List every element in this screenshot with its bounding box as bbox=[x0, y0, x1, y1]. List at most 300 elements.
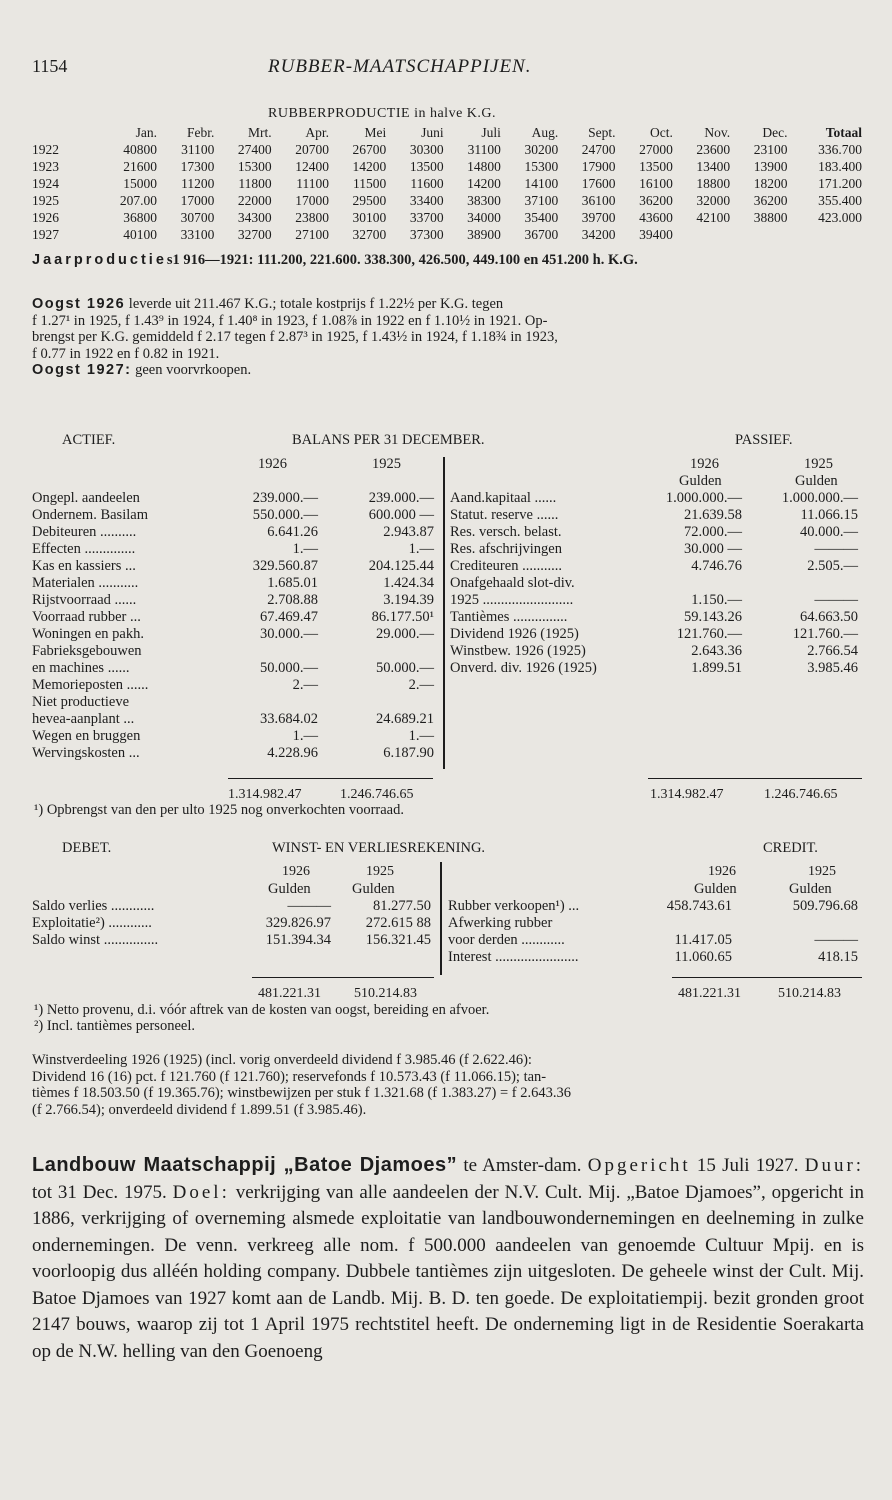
production-cell: 11200 bbox=[181, 175, 215, 191]
duration-label: Duur: bbox=[804, 1155, 865, 1176]
asset-row-label: Niet productieve bbox=[32, 694, 130, 710]
production-cell: 33100 bbox=[180, 226, 215, 242]
pl-unit-1925-right: Gulden bbox=[789, 881, 832, 897]
annual-production bbox=[32, 252, 638, 269]
liability-row-label: Tantièmes ............... bbox=[450, 609, 568, 625]
distribution-line-3: tièmes f 18.503.50 (f 19.365.76); winstbewijzen per stuk f 1.321.68 (f 1.383.27) = f 2.643.36 bbox=[32, 1085, 571, 1101]
asset-row-v1925: 1.— bbox=[408, 728, 434, 744]
asset-row-v1925: 86.177.50¹ bbox=[371, 609, 434, 625]
pl-year-1926-left: 1926 bbox=[282, 864, 310, 879]
annual-production-label: Jaarproductie bbox=[32, 252, 167, 268]
asset-row-v1925: 29.000.— bbox=[376, 626, 434, 642]
production-cell: 14200 bbox=[352, 158, 387, 174]
asset-row-v1925 bbox=[324, 643, 440, 660]
pl-footnote-2-text: Incl. tantièmes personeel. bbox=[46, 1018, 195, 1034]
asset-row-label: hevea-aanplant ... bbox=[32, 711, 135, 727]
liability-row-label: Aand.kapitaal ...... bbox=[450, 490, 557, 506]
production-cell: 37100 bbox=[524, 192, 559, 208]
production-cell: 16100 bbox=[639, 175, 673, 191]
production-col-header: Juli bbox=[481, 124, 501, 140]
asset-row bbox=[32, 745, 440, 762]
production-row bbox=[32, 175, 862, 192]
credit-row-label: Afwerking rubber bbox=[448, 915, 553, 931]
production-cell: 42100 bbox=[696, 209, 731, 225]
asset-row-label: Woningen en pakh. bbox=[32, 626, 144, 642]
balance-right-header: PASSIEF. bbox=[735, 432, 793, 448]
liability-row bbox=[450, 507, 864, 524]
production-cell: 36200 bbox=[639, 192, 673, 208]
company-description: verkrijging van alle aandeelen der N.V. Cult. Mij. „Batoe Djamoes”, opgericht in 1886, verkrijging of overneming alsmede exploitatie van landbouwondernemingen en deelneming in zulke ondernemingen. De venn. verkreeg alle nom. f 500.000 aandeelen van genoemde Cultuur Mpij. en is voorloopig dus alléén holding company. Dubbele tantièmes zijn uitgesloten. De geheele winst der Cult. Mij. Batoe Djamoes van 1927 komt aan de Landb. Mij. B. D. ten goede. De exploitatiempij. bezit gronden groot 2147 bouws, waarop zij tot 1 April 1975 rechtstitel heeft. De onderneming ligt in de Residentie Soerakarta op de N.W. helling van den Goenoeng bbox=[32, 1181, 864, 1362]
liability-row-v1925: 1.000.000.— bbox=[781, 490, 858, 506]
asset-row-v1925: 600.000 — bbox=[368, 507, 434, 523]
credit-row-label: Rubber verkoopen¹) ... bbox=[448, 898, 580, 914]
debit-row bbox=[32, 915, 437, 932]
production-cell: 20700 bbox=[295, 141, 329, 157]
asset-row-v1925: 3.194.39 bbox=[383, 592, 434, 608]
production-row bbox=[32, 226, 862, 243]
liability-row-label: Dividend 1926 (1925) bbox=[450, 626, 579, 642]
liability-row-v1926: 1.000.000.— bbox=[665, 490, 742, 506]
production-cell: 207.00 bbox=[119, 192, 158, 208]
asset-row-label: Rijstvoorraad ...... bbox=[32, 592, 137, 608]
production-cell: 43600 bbox=[639, 209, 673, 225]
production-col-header: Oct. bbox=[649, 124, 673, 140]
pl-debit bbox=[32, 898, 437, 949]
liability-row bbox=[450, 575, 864, 592]
production-cell: 17900 bbox=[581, 158, 616, 174]
liability-row-label: Onafgehaald slot-div. bbox=[450, 575, 575, 591]
asset-row bbox=[32, 558, 440, 575]
liability-row-label: Onverd. div. 1926 (1925) bbox=[450, 660, 597, 676]
liability-row-label: 1925 ......................... bbox=[450, 592, 574, 608]
founded-date: 15 Juli 1927. bbox=[696, 1155, 799, 1176]
production-cell: 23800 bbox=[295, 209, 329, 225]
credit-row-v1925 bbox=[738, 915, 864, 932]
profit-distribution bbox=[32, 1052, 864, 1118]
production-cell: 35400 bbox=[524, 209, 559, 225]
production-cell: 36200 bbox=[753, 192, 788, 208]
production-cell: 33700 bbox=[409, 209, 444, 225]
pl-total-right-1926: 481.221.31 bbox=[678, 986, 741, 1001]
pl-footnote-1 bbox=[34, 1002, 489, 1019]
liability-row bbox=[450, 490, 864, 507]
balance-total-right-1926: 1.314.982.47 bbox=[650, 787, 724, 802]
asset-row bbox=[32, 643, 440, 660]
production-cell: 32700 bbox=[237, 226, 272, 242]
production-cell: 336.700 bbox=[818, 141, 862, 157]
production-cell: 23100 bbox=[753, 141, 788, 157]
asset-row bbox=[32, 677, 440, 694]
asset-row-v1925: 24.689.21 bbox=[376, 711, 434, 727]
production-cell: 11800 bbox=[238, 175, 272, 191]
credit-row-label: voor derden ............ bbox=[448, 932, 565, 948]
production-row bbox=[32, 158, 862, 175]
production-col-header: Apr. bbox=[305, 124, 329, 140]
balance-total-left-1926: 1.314.982.47 bbox=[228, 787, 302, 802]
production-cell: 15300 bbox=[524, 158, 559, 174]
credit-row bbox=[448, 915, 864, 932]
liability-row-v1925: ——— bbox=[814, 541, 858, 557]
production-col-header: Nov. bbox=[704, 124, 731, 140]
credit-row-v1925: 418.15 bbox=[818, 949, 858, 965]
production-cell: 11500 bbox=[353, 175, 387, 191]
asset-row-v1926: 2.708.88 bbox=[267, 592, 318, 608]
asset-row-v1926: 550.000.— bbox=[252, 507, 318, 523]
asset-row-v1925: 2.— bbox=[408, 677, 434, 693]
duration-value: tot 31 Dec. 1975. bbox=[32, 1181, 167, 1203]
production-cell: 36100 bbox=[581, 192, 616, 208]
production-cell: 11100 bbox=[296, 175, 329, 191]
balance-footnote bbox=[34, 802, 404, 819]
balance-year-1925-right: 1925 bbox=[804, 456, 833, 472]
asset-row bbox=[32, 575, 440, 592]
production-cell: 27100 bbox=[295, 226, 329, 242]
balance-footnote-text: Opbrengst van den per ulto 1925 nog onverkochten voorraad. bbox=[46, 802, 404, 818]
distribution-line-2: Dividend 16 (16) pct. f 121.760 (f 121.760); reservefonds f 10.573.43 (f 11.066.15); tan- bbox=[32, 1068, 547, 1085]
goal-label: Doel: bbox=[172, 1181, 230, 1203]
credit-row bbox=[448, 898, 864, 915]
production-cell: 27400 bbox=[237, 141, 272, 157]
production-col-header: Jan. bbox=[135, 124, 158, 140]
liability-row-label: Res. versch. belast. bbox=[450, 524, 562, 540]
balance-unit-1926: Gulden bbox=[679, 473, 722, 489]
debit-row-v1926: ——— bbox=[287, 898, 331, 914]
production-cell: 31100 bbox=[467, 141, 501, 157]
asset-row-v1926 bbox=[222, 643, 324, 660]
asset-row-v1926 bbox=[222, 694, 324, 711]
asset-row-label: Fabrieksgebouwen bbox=[32, 643, 142, 659]
debit-row-label: Exploitatie²) ............ bbox=[32, 915, 152, 931]
credit-row-label: Interest ....................... bbox=[448, 949, 579, 965]
balance-divider bbox=[443, 457, 445, 769]
pl-divider bbox=[440, 862, 442, 975]
asset-row bbox=[32, 490, 440, 507]
pl-unit-1925-left: Gulden bbox=[352, 881, 395, 897]
asset-row-v1925: 1.— bbox=[408, 541, 434, 557]
production-col-header: Mrt. bbox=[248, 124, 272, 140]
asset-row-v1925: 6.187.90 bbox=[383, 745, 434, 761]
production-year: 1924 bbox=[32, 175, 59, 191]
production-cell: 36800 bbox=[123, 209, 158, 225]
production-col-header: Sept. bbox=[588, 124, 616, 140]
production-cell: 40100 bbox=[123, 226, 158, 242]
harvest-line-3: brengst per K.G. gemiddeld f 2.17 tegen f 2.87³ in 1925, f 1.43½ in 1924, f 1.18¾ in 1923, bbox=[32, 329, 558, 345]
production-cell: 18800 bbox=[696, 175, 731, 191]
pl-total-left-1925: 510.214.83 bbox=[354, 986, 417, 1001]
asset-row-v1925: 204.125.44 bbox=[368, 558, 434, 574]
balance-year-1926-left: 1926 bbox=[258, 456, 287, 472]
pl-year-1925-right: 1925 bbox=[808, 864, 836, 879]
asset-row-label: Memorieposten ...... bbox=[32, 677, 149, 693]
asset-row-v1925: 50.000.— bbox=[376, 660, 434, 676]
balance-left-header: ACTIEF. bbox=[62, 432, 116, 448]
asset-row-label: Wervingskosten ... bbox=[32, 745, 140, 761]
balance-total-rule bbox=[228, 778, 433, 779]
pl-center-header: WINST- EN VERLIESREKENING. bbox=[272, 840, 486, 856]
liability-row-label: Winstbew. 1926 (1925) bbox=[450, 643, 586, 659]
asset-row bbox=[32, 609, 440, 626]
production-cell: 30300 bbox=[409, 141, 444, 157]
asset-row-v1925 bbox=[324, 694, 440, 711]
asset-row-v1926: 30.000.— bbox=[260, 626, 318, 642]
liability-row bbox=[450, 592, 864, 609]
liability-row-v1925 bbox=[748, 575, 864, 592]
production-cell: 29500 bbox=[352, 192, 387, 208]
liability-row bbox=[450, 524, 864, 541]
asset-row bbox=[32, 694, 440, 711]
asset-row-v1926: 1.— bbox=[292, 541, 318, 557]
harvest-1927-text: geen voorvrkoopen. bbox=[135, 362, 252, 378]
production-cell: 40800 bbox=[123, 141, 158, 157]
asset-row-label: Ongepl. aandeelen bbox=[32, 490, 140, 506]
production-year: 1927 bbox=[32, 226, 59, 242]
liability-row-v1926: 30.000 — bbox=[684, 541, 742, 557]
liability-row bbox=[450, 541, 864, 558]
production-row bbox=[32, 192, 862, 209]
production-cell: 26700 bbox=[352, 141, 387, 157]
production-cell: 39700 bbox=[581, 209, 616, 225]
production-cell: 30700 bbox=[180, 209, 215, 225]
liability-row-v1926: 21.639.58 bbox=[684, 507, 742, 523]
liability-row bbox=[450, 609, 864, 626]
liability-row bbox=[450, 626, 864, 643]
pl-total-left-1926: 481.221.31 bbox=[258, 986, 321, 1001]
production-title: RUBBERPRODUCTIE in halve K.G. bbox=[268, 106, 496, 121]
production-table bbox=[32, 124, 862, 243]
production-cell: 17000 bbox=[295, 192, 329, 208]
asset-row bbox=[32, 728, 440, 745]
balance-assets bbox=[32, 490, 440, 762]
production-cell: 38300 bbox=[467, 192, 501, 208]
liability-row-v1925: 2.505.— bbox=[807, 558, 858, 574]
asset-row-v1926: 33.684.02 bbox=[260, 711, 318, 727]
harvest-paragraph bbox=[32, 296, 864, 379]
asset-row bbox=[32, 660, 440, 677]
harvest-line-2: f 1.27¹ in 1925, f 1.43⁹ in 1924, f 1.40⁸ in 1923, f 1.08⅞ in 1922 en f 1.10½ in 1921. Op- bbox=[32, 312, 548, 329]
production-col-header: Juni bbox=[421, 124, 444, 140]
asset-row-v1926: 4.228.96 bbox=[267, 745, 318, 761]
production-cell: 13500 bbox=[639, 158, 673, 174]
distribution-line-1: Winstverdeeling 1926 (1925) (incl. vorig onverdeeld dividend f 3.985.46 (f 2.622.46): bbox=[32, 1052, 532, 1068]
liability-row-v1925: 40.000.— bbox=[800, 524, 858, 540]
balance-liabilities bbox=[450, 490, 864, 677]
pl-footnote-1-text: Netto provenu, d.i. vóór aftrek van de kosten van oogst, bereiding en afvoer. bbox=[46, 1002, 490, 1018]
liability-row-v1926 bbox=[628, 575, 748, 592]
debit-row bbox=[32, 898, 437, 915]
production-year: 1923 bbox=[32, 158, 59, 174]
production-cell: 17300 bbox=[180, 158, 215, 174]
production-cell: 30100 bbox=[352, 209, 387, 225]
production-row bbox=[32, 141, 862, 158]
debit-row-v1925: 81.277.50 bbox=[373, 898, 431, 914]
asset-row-label: Materialen ........... bbox=[32, 575, 139, 591]
production-cell: 37300 bbox=[409, 226, 444, 242]
balance-total-right-1925: 1.246.746.65 bbox=[764, 787, 838, 802]
liability-row-label: Crediteuren ........... bbox=[450, 558, 562, 574]
production-cell: 17000 bbox=[180, 192, 215, 208]
credit-row-v1925: 509.796.68 bbox=[792, 898, 858, 914]
production-cell bbox=[787, 226, 862, 243]
asset-row-label: Kas en kassiers ... bbox=[32, 558, 136, 574]
asset-row-v1926: 50.000.— bbox=[260, 660, 318, 676]
production-cell: 23600 bbox=[696, 141, 731, 157]
liability-row-v1926: 4.746.76 bbox=[691, 558, 742, 574]
asset-row-label: Wegen en bruggen bbox=[32, 728, 141, 744]
production-col-header: Febr. bbox=[186, 124, 215, 140]
production-year: 1926 bbox=[32, 209, 59, 225]
production-cell: 21600 bbox=[123, 158, 158, 174]
debit-row-label: Saldo verlies ............ bbox=[32, 898, 155, 914]
production-col-header: Totaal bbox=[825, 124, 862, 140]
production-col-header: Mei bbox=[364, 124, 387, 140]
pl-right-header: CREDIT. bbox=[763, 840, 818, 856]
production-cell: 11600 bbox=[410, 175, 444, 191]
asset-row-v1925: 2.943.87 bbox=[383, 524, 434, 540]
production-cell: 33400 bbox=[409, 192, 444, 208]
production-cell: 32700 bbox=[352, 226, 387, 242]
liability-row-v1925: 121.760.— bbox=[792, 626, 858, 642]
asset-row bbox=[32, 711, 440, 728]
production-cell: 34200 bbox=[581, 226, 616, 242]
pl-credit bbox=[448, 898, 864, 966]
balance-footnote-mark: ¹) bbox=[34, 802, 44, 818]
liability-row-v1925: 3.985.46 bbox=[807, 660, 858, 676]
pl-footnote-2 bbox=[34, 1018, 195, 1035]
production-cell: 36700 bbox=[524, 226, 559, 242]
production-cell: 38800 bbox=[753, 209, 788, 225]
asset-row-label: Ondernem. Basilam bbox=[32, 507, 148, 523]
asset-row-label: Voorraad rubber ... bbox=[32, 609, 141, 625]
production-cell: 355.400 bbox=[818, 192, 862, 208]
debit-row-label: Saldo winst ............... bbox=[32, 932, 159, 948]
production-year: 1925 bbox=[32, 192, 59, 208]
asset-row-v1926: 239.000.— bbox=[252, 490, 318, 506]
production-cell: 34300 bbox=[237, 209, 272, 225]
production-cell bbox=[730, 226, 787, 243]
balance-center-header: BALANS PER 31 DECEMBER. bbox=[292, 432, 485, 448]
liability-row-v1925: 11.066.15 bbox=[800, 507, 858, 523]
liability-row bbox=[450, 558, 864, 575]
harvest-1926-label: Oogst 1926 bbox=[32, 296, 126, 312]
production-cell: 34000 bbox=[467, 209, 501, 225]
production-cell: 17600 bbox=[581, 175, 616, 191]
debit-row-v1926: 329.826.97 bbox=[265, 915, 331, 931]
liability-row bbox=[450, 643, 864, 660]
production-year: 1922 bbox=[32, 141, 59, 157]
running-title: RUBBER-MAATSCHAPPIJEN. bbox=[268, 56, 532, 77]
pl-year-1926-right: 1926 bbox=[708, 864, 736, 879]
asset-row-v1926: 1.685.01 bbox=[267, 575, 318, 591]
asset-row-v1926: 1.— bbox=[292, 728, 318, 744]
liability-row-v1926: 59.143.26 bbox=[684, 609, 742, 625]
liability-row-v1926: 121.760.— bbox=[676, 626, 742, 642]
credit-row-v1926: 458.743.61 bbox=[666, 898, 732, 914]
page-number: 1154 bbox=[32, 56, 68, 76]
pl-footnote-2-mark: ²) bbox=[34, 1018, 44, 1034]
liability-row bbox=[450, 660, 864, 677]
production-cell: 171.200 bbox=[818, 175, 862, 191]
balance-total-rule-right bbox=[648, 778, 862, 779]
annual-production-text: s1 916—1921: 111.200, 221.600. 338.300, 426.500, 449.100 en 451.200 h. K.G. bbox=[166, 252, 638, 268]
credit-row-v1926: 11.417.05 bbox=[674, 932, 732, 948]
asset-row bbox=[32, 507, 440, 524]
liability-row-label: Res. afschrijvingen bbox=[450, 541, 562, 557]
production-cell: 18200 bbox=[753, 175, 788, 191]
debit-row-v1925: 156.321.45 bbox=[365, 932, 431, 948]
company-entry bbox=[32, 1152, 864, 1365]
asset-row-v1925: 1.424.34 bbox=[383, 575, 434, 591]
asset-row-label: Effecten .............. bbox=[32, 541, 136, 557]
production-cell: 31100 bbox=[181, 141, 215, 157]
asset-row-v1926: 67.469.47 bbox=[260, 609, 318, 625]
asset-row-v1926: 329.560.87 bbox=[252, 558, 318, 574]
balance-year-1925-left: 1925 bbox=[372, 456, 401, 472]
distribution-line-4: (f 2.766.54); onverdeeld dividend f 1.899.51 (f 3.985.46). bbox=[32, 1101, 367, 1118]
liability-row-label: Statut. reserve ...... bbox=[450, 507, 559, 523]
harvest-1926-text: leverde uit 211.467 K.G.; totale kostprijs f 1.22½ per K.G. tegen bbox=[128, 296, 504, 312]
harvest-line-4: f 0.77 in 1922 en f 0.82 in 1921. bbox=[32, 345, 220, 362]
production-cell: 12400 bbox=[295, 158, 329, 174]
liability-row-v1926: 2.643.36 bbox=[691, 643, 742, 659]
pl-total-right-1925: 510.214.83 bbox=[778, 986, 841, 1001]
debit-row bbox=[32, 932, 437, 949]
production-cell: 14800 bbox=[467, 158, 501, 174]
liability-row-v1926: 1.150.— bbox=[691, 592, 742, 608]
production-cell: 423.000 bbox=[818, 209, 862, 225]
production-cell: 30200 bbox=[524, 141, 559, 157]
production-cell: 27000 bbox=[639, 141, 673, 157]
production-cell: 13900 bbox=[753, 158, 788, 174]
production-cell: 24700 bbox=[581, 141, 616, 157]
asset-row bbox=[32, 524, 440, 541]
liability-row-v1925: 64.663.50 bbox=[800, 609, 858, 625]
production-col-header: Dec. bbox=[762, 124, 788, 140]
asset-row-label: en machines ...... bbox=[32, 660, 130, 676]
asset-row bbox=[32, 541, 440, 558]
production-cell: 15300 bbox=[237, 158, 272, 174]
asset-row-label: Debiteuren .......... bbox=[32, 524, 137, 540]
pl-footnote-1-mark: ¹) bbox=[34, 1002, 44, 1018]
credit-row bbox=[448, 932, 864, 949]
pl-total-rule-left bbox=[252, 977, 434, 978]
asset-row-v1926: 6.641.26 bbox=[267, 524, 318, 540]
production-cell: 38900 bbox=[467, 226, 501, 242]
balance-unit-1925: Gulden bbox=[795, 473, 838, 489]
pl-unit-1926-left: Gulden bbox=[268, 881, 311, 897]
asset-row-v1925: 239.000.— bbox=[368, 490, 434, 506]
credit-row bbox=[448, 949, 864, 966]
founded-label: Opgericht bbox=[587, 1155, 691, 1176]
asset-row bbox=[32, 626, 440, 643]
harvest-1927-label: Oogst 1927: bbox=[32, 362, 132, 378]
production-cell: 13500 bbox=[409, 158, 444, 174]
company-name: Landbouw Maatschappij „Batoe Djamoes” bbox=[32, 1154, 458, 1176]
production-cell: 13400 bbox=[696, 158, 731, 174]
liability-row-v1925: ——— bbox=[814, 592, 858, 608]
debit-row-v1925: 272.615 88 bbox=[365, 915, 431, 931]
credit-row-v1926: 11.060.65 bbox=[674, 949, 732, 965]
debit-row-v1926: 151.394.34 bbox=[265, 932, 331, 948]
production-cell: 32000 bbox=[696, 192, 731, 208]
liability-row-v1925: 2.766.54 bbox=[807, 643, 858, 659]
pl-total-rule-right bbox=[672, 977, 862, 978]
liability-row-v1926: 72.000.— bbox=[684, 524, 742, 540]
credit-row-v1925: ——— bbox=[814, 932, 858, 948]
liability-row-v1926: 1.899.51 bbox=[691, 660, 742, 676]
production-col-header: Aug. bbox=[531, 124, 559, 140]
production-cell bbox=[673, 226, 730, 243]
production-row bbox=[32, 209, 862, 226]
